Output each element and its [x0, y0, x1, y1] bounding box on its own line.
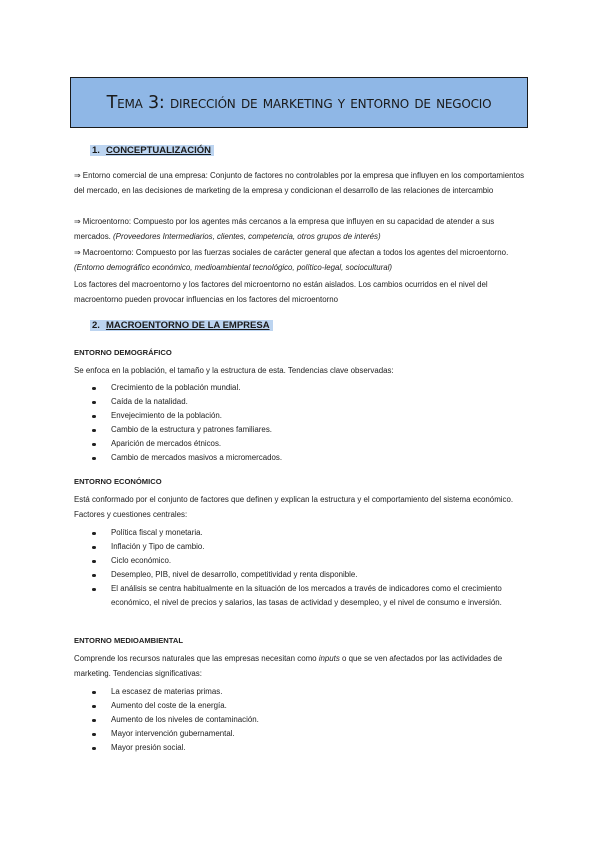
list-item: El análisis se centra habitualmente en la situación de los mercados a través de indicadores como el crecimiento económico, el nivel de precios y salarios, las tasas de actividad y desempleo, y el nivel de consumo e inversión.: [74, 582, 526, 610]
subheading-medioambiental: ENTORNO MEDIOAMBIENTAL: [74, 636, 183, 645]
list-item: Política fiscal y monetaria.: [74, 526, 526, 540]
bullet-icon: [92, 457, 96, 461]
list-item: Caída de la natalidad.: [74, 395, 526, 409]
bullet-icon: [92, 415, 96, 419]
bullet-icon: [92, 691, 96, 695]
section-heading-macroentorno: [90, 318, 273, 332]
bullet-icon: [92, 560, 96, 564]
document-title: Tema 3: dirección de marketing y entorno de negocio: [106, 92, 492, 113]
list-medioambiental: [74, 685, 526, 755]
bullet-icon: [92, 588, 96, 592]
bullet-icon: [92, 733, 96, 737]
inputs-term: inputs: [318, 654, 340, 663]
section-title: MACROENTORNO DE LA EMPRESA: [106, 320, 273, 331]
section-heading-conceptualizacion: [90, 143, 214, 157]
list-item: Aumento de los niveles de contaminación.: [74, 713, 526, 727]
list-item: Inflación y Tipo de cambio.: [74, 540, 526, 554]
bullet-icon: [92, 429, 96, 433]
bullet-icon: [92, 705, 96, 709]
bullet-icon: [92, 387, 96, 391]
section-title: CONCEPTUALIZACIÓN: [106, 145, 214, 156]
subheading-demografico: ENTORNO DEMOGRÁFICO: [74, 348, 172, 357]
list-item: Cambio de mercados masivos a micromercados.: [74, 451, 526, 465]
list-item: Mayor presión social.: [74, 741, 526, 755]
list-item: Envejecimiento de la población.: [74, 409, 526, 423]
paragraph-entorno-comercial: ⇒ Entorno comercial de una empresa: Conjunto de factores no controlables por la empresa que influyen en los comportamientos del mercado, en las decisiones de marketing de la empresa y condicionan el desarrollo de las relaciones de intercambio: [74, 171, 525, 195]
list-demografico: [74, 381, 526, 465]
list-item: Ciclo económico.: [74, 554, 526, 568]
bullet-icon: [92, 401, 96, 405]
bullet-icon: [92, 719, 96, 723]
bullet-icon: [92, 532, 96, 536]
paragraph-relacion-entornos: Los factores del macroentorno y los factores del microentorno no están aislados. Los cambios ocurridos en el nivel del macroentorno pueden provocar influencias en los factores del microentorno: [74, 280, 488, 304]
list-economico: [74, 526, 526, 610]
microentorno-examples: (Proveedores Intermediarios, clientes, competencia, otros grupos de interés): [113, 232, 381, 241]
list-item: Mayor intervención gubernamental.: [74, 727, 526, 741]
macroentorno-text: ⇒ Macroentorno: Compuesto por las fuerzas sociales de carácter general que afectan a todos los agentes del microentorno.: [74, 248, 509, 257]
paragraph-microentorno: [74, 214, 526, 244]
paragraph-economico-intro: Está conformado por el conjunto de factores que definen y explican la estructura y el comportamiento del sistema económico. Factores y cuestiones centrales:: [74, 495, 514, 519]
subheading-economico: ENTORNO ECONÓMICO: [74, 477, 162, 486]
list-item: Cambio de la estructura y patrones familiares.: [74, 423, 526, 437]
list-item: Desempleo, PIB, nivel de desarrollo, competitividad y renta disponible.: [74, 568, 526, 582]
list-item: Aparición de mercados étnicos.: [74, 437, 526, 451]
macroentorno-examples: (Entorno demográfico económico, medioambiental tecnológico, político-legal, sociocultural): [74, 263, 392, 272]
list-item: Aumento del coste de la energía.: [74, 699, 526, 713]
title-box: [70, 77, 528, 128]
bullet-icon: [92, 747, 96, 751]
paragraph-macroentorno: [74, 245, 526, 275]
list-item: La escasez de materias primas.: [74, 685, 526, 699]
section-number: 1.: [90, 145, 106, 156]
section-number: 2.: [90, 320, 106, 331]
paragraph-demografico-intro: Se enfoca en la población, el tamaño y la estructura de esta. Tendencias clave observadas:: [74, 366, 394, 375]
microentorno-text: ⇒ Microentorno: Compuesto por los agentes más cercanos a la empresa que influyen en su capacidad de atender a sus mercados.: [74, 217, 495, 241]
paragraph-medioambiental-intro: Comprende los recursos naturales que las empresas necesitan como inputs o que se ven afectados por las actividades de marketing. Tendencias significativas:: [74, 654, 503, 678]
list-item: Crecimiento de la población mundial.: [74, 381, 526, 395]
bullet-icon: [92, 443, 96, 447]
bullet-icon: [92, 546, 96, 550]
bullet-icon: [92, 574, 96, 578]
